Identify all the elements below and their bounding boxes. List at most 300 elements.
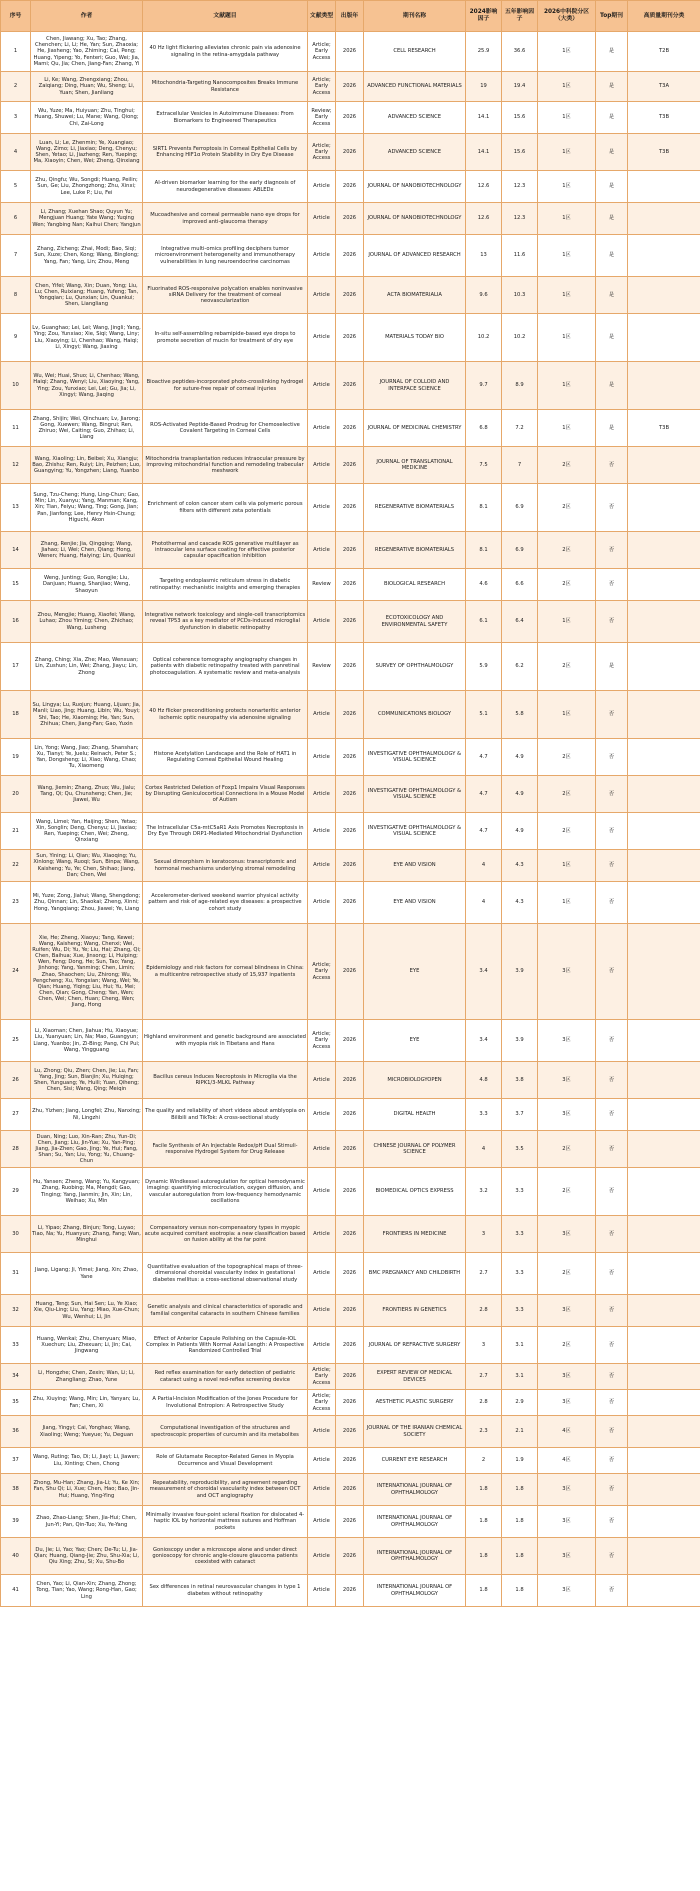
row-title: In-situ self-assembling rebamipide-based eye drops to promote secretion of mucin for treatment of dry eye: [143, 314, 308, 362]
row-authors: Huang, Wenkai; Zhu, Chenyuan; Miao, Xuechun; Liu, Zhexuan; Li, Jin; Cai, Jingwang: [31, 1327, 143, 1364]
row-journal: ADVANCED FUNCTIONAL MATERIALS: [364, 72, 466, 102]
row-impact-factor: 2.7: [466, 1253, 502, 1295]
row-doc-type: Review: [308, 569, 336, 601]
row-year: 2026: [336, 1062, 364, 1099]
header-row: [1, 1, 700, 32]
row-cas-zone: 2区: [538, 1168, 596, 1216]
row-top-journal: 是: [596, 203, 628, 235]
row-5yr-impact-factor: 2.9: [502, 1390, 538, 1416]
row-authors: Zhang, Zicheng; Zhai, Modi; Bao, Siqi; Sun, Xuze; Chen, Kong; Wang, Binglong; Yang, Fan; Yang, Lin; Zhou, Meng: [31, 235, 143, 277]
row-5yr-impact-factor: 3.3: [502, 1295, 538, 1327]
row-year: 2026: [336, 72, 364, 102]
row-title: 40 Hz flicker preconditioning protects nonarteritic anterior ischemic optic neuropathy via adenosine signaling: [143, 691, 308, 739]
row-impact-factor: 1.8: [466, 1538, 502, 1575]
row-cas-zone: 2区: [538, 1131, 596, 1168]
row-quality-class: [628, 643, 700, 691]
table-row: [1, 1575, 700, 1607]
row-top-journal: 是: [596, 643, 628, 691]
row-top-journal: 否: [596, 691, 628, 739]
row-index: 16: [1, 601, 31, 643]
row-top-journal: 是: [596, 32, 628, 72]
table-row: [1, 776, 700, 813]
row-5yr-impact-factor: 1.8: [502, 1575, 538, 1607]
row-5yr-impact-factor: 1.8: [502, 1506, 538, 1538]
row-quality-class: [628, 924, 700, 1020]
row-top-journal: 否: [596, 1474, 628, 1506]
row-title: Mitochondria transplantation reduces intraocular pressure by improving mitochondrial function and remodeling trabecular meshwork: [143, 447, 308, 484]
row-index: 17: [1, 643, 31, 691]
row-authors: Zhu, Yizhen; Jiang, Longfei; Zhu, Nanxing; Ni, Lingzhi: [31, 1099, 143, 1131]
table-row: [1, 277, 700, 314]
row-cas-zone: 2区: [538, 532, 596, 569]
row-impact-factor: 12.6: [466, 203, 502, 235]
row-cas-zone: 2区: [538, 1253, 596, 1295]
row-year: 2026: [336, 1575, 364, 1607]
row-top-journal: 否: [596, 1295, 628, 1327]
row-5yr-impact-factor: 4.3: [502, 850, 538, 882]
row-top-journal: 是: [596, 134, 628, 171]
row-doc-type: Article: [308, 1327, 336, 1364]
row-5yr-impact-factor: 3.5: [502, 1131, 538, 1168]
row-5yr-impact-factor: 3.1: [502, 1364, 538, 1390]
row-top-journal: 是: [596, 235, 628, 277]
row-quality-class: [628, 235, 700, 277]
row-cas-zone: 2区: [538, 1327, 596, 1364]
row-index: 1: [1, 32, 31, 72]
table-row: [1, 569, 700, 601]
row-journal: EYE AND VISION: [364, 850, 466, 882]
row-quality-class: [628, 1327, 700, 1364]
row-year: 2026: [336, 134, 364, 171]
header-5yr-impact-factor: 五年影响因子: [502, 1, 538, 32]
row-doc-type: Article: [308, 1131, 336, 1168]
row-year: 2026: [336, 203, 364, 235]
row-cas-zone: 2区: [538, 776, 596, 813]
row-top-journal: 是: [596, 102, 628, 134]
row-year: 2026: [336, 1474, 364, 1506]
row-top-journal: 否: [596, 882, 628, 924]
row-5yr-impact-factor: 1.9: [502, 1448, 538, 1474]
row-journal: BIOMEDICAL OPTICS EXPRESS: [364, 1168, 466, 1216]
row-5yr-impact-factor: 36.6: [502, 32, 538, 72]
row-title: Gonioscopy under a microscope alone and under direct gonioscopy for chronic angle-closure glaucoma patients coexisted with cataract: [143, 1538, 308, 1575]
row-journal: INTERNATIONAL JOURNAL OF OPHTHALMOLOGY: [364, 1506, 466, 1538]
row-5yr-impact-factor: 12.3: [502, 171, 538, 203]
row-year: 2026: [336, 235, 364, 277]
row-top-journal: 否: [596, 601, 628, 643]
row-quality-class: [628, 569, 700, 601]
row-authors: Zhang, Renjie; Jia, Qingqing; Wang, Jiahao; Li, Wei; Chen, Qiang; Hong, Wenen; Huang, Haiying; Lin, Quankui: [31, 532, 143, 569]
row-index: 28: [1, 1131, 31, 1168]
row-title: Minimally invasive four-point scleral fixation for dislocated 4-haptic IOL by horizontal mattress sutures and Hoffman pockets: [143, 1506, 308, 1538]
row-journal: BMC PREGNANCY AND CHILDBIRTH: [364, 1253, 466, 1295]
row-index: 15: [1, 569, 31, 601]
row-cas-zone: 1区: [538, 72, 596, 102]
row-quality-class: [628, 314, 700, 362]
table-row: [1, 691, 700, 739]
row-quality-class: [628, 484, 700, 532]
row-doc-type: Article: [308, 1506, 336, 1538]
row-title: Repeatability, reproducibility, and agreement regarding measurement of choroidal vascularity index between OCT and OCT angiography: [143, 1474, 308, 1506]
table-row: [1, 1474, 700, 1506]
row-doc-type: Article: [308, 484, 336, 532]
row-quality-class: [628, 532, 700, 569]
table-row: [1, 235, 700, 277]
table-row: [1, 1364, 700, 1390]
row-top-journal: 否: [596, 776, 628, 813]
row-index: 35: [1, 1390, 31, 1416]
row-journal: JOURNAL OF THE IRANIAN CHEMICAL SOCIETY: [364, 1416, 466, 1448]
row-5yr-impact-factor: 1.8: [502, 1538, 538, 1575]
row-authors: Su, Lingya; Lu, Ruojun; Huang, Lijuan; Jia, Manli; Liao, Jing; Huang, Libin; Wu, Youyi; Shi, Tao; He, Xiaoming; He, Yan; Sun, Zhihua; Chen, Jiang-Fan; Gao, Yuxin: [31, 691, 143, 739]
row-journal: MATERIALS TODAY BIO: [364, 314, 466, 362]
header-year: 出版年: [336, 1, 364, 32]
row-title: Fluorinated ROS-responsive polycation enables noninvasive siRNA Delivery for the treatment of corneal neovascularization: [143, 277, 308, 314]
row-impact-factor: 19: [466, 72, 502, 102]
row-impact-factor: 10.2: [466, 314, 502, 362]
row-journal: EXPERT REVIEW OF MEDICAL DEVICES: [364, 1364, 466, 1390]
row-year: 2026: [336, 776, 364, 813]
row-journal: JOURNAL OF REFRACTIVE SURGERY: [364, 1327, 466, 1364]
row-top-journal: 否: [596, 1575, 628, 1607]
row-cas-zone: 3区: [538, 1216, 596, 1253]
row-doc-type: Article: [308, 235, 336, 277]
row-journal: JOURNAL OF TRANSLATIONAL MEDICINE: [364, 447, 466, 484]
row-cas-zone: 1区: [538, 171, 596, 203]
row-quality-class: [628, 1216, 700, 1253]
table-row: [1, 924, 700, 1020]
row-impact-factor: 1.8: [466, 1575, 502, 1607]
row-5yr-impact-factor: 15.6: [502, 102, 538, 134]
row-index: 23: [1, 882, 31, 924]
row-top-journal: 否: [596, 924, 628, 1020]
row-year: 2026: [336, 362, 364, 410]
table-row: [1, 1131, 700, 1168]
row-impact-factor: 8.1: [466, 484, 502, 532]
row-year: 2026: [336, 102, 364, 134]
row-authors: Mi, Yuze; Zong, Jiahui; Wang, Shengdong; Zhu, Qinnan; Lin, Shaokai; Zheng, Xinni; Hong, Yangqiang; Zhou, Jiawei; Ye, Liang: [31, 882, 143, 924]
row-doc-type: Article; Early Access: [308, 924, 336, 1020]
row-5yr-impact-factor: 6.9: [502, 532, 538, 569]
row-journal: FRONTIERS IN MEDICINE: [364, 1216, 466, 1253]
row-impact-factor: 4.7: [466, 776, 502, 813]
row-impact-factor: 4.7: [466, 813, 502, 850]
row-impact-factor: 4: [466, 850, 502, 882]
row-doc-type: Article; Early Access: [308, 1364, 336, 1390]
row-journal: JOURNAL OF MEDICINAL CHEMISTRY: [364, 410, 466, 447]
row-year: 2026: [336, 532, 364, 569]
row-quality-class: [628, 813, 700, 850]
row-title: Highland environment and genetic background are associated with myopia risk in Tibetans and Hans: [143, 1020, 308, 1062]
row-authors: Sun, Yining; Li, Qian; Wu, Xiaoqing; Yu, Xinlong; Wang, Ruoqi; Sun, Binpa; Wang, Kaisheng; Yu, Ye; Chen, Shihao; Jiang, Dan; Chen, Wei: [31, 850, 143, 882]
row-title: 40 Hz light flickering alleviates chronic pain via adenosine signaling in the retina-amygdala pathway: [143, 32, 308, 72]
row-year: 2026: [336, 277, 364, 314]
row-impact-factor: 3: [466, 1216, 502, 1253]
row-index: 18: [1, 691, 31, 739]
row-doc-type: Article: [308, 850, 336, 882]
row-index: 29: [1, 1168, 31, 1216]
row-impact-factor: 2.8: [466, 1295, 502, 1327]
row-5yr-impact-factor: 11.6: [502, 235, 538, 277]
row-quality-class: [628, 850, 700, 882]
row-year: 2026: [336, 1216, 364, 1253]
row-impact-factor: 5.9: [466, 643, 502, 691]
row-cas-zone: 1区: [538, 362, 596, 410]
row-title: Extracellular Vesicles in Autoimmune Diseases: From Biomarkers to Engineered Therapeutics: [143, 102, 308, 134]
row-title: Quantitative evaluation of the topographical maps of three-dimensional choroidal vascularity index in gestational diabetes mellitus: a cross-sectional observational study: [143, 1253, 308, 1295]
row-impact-factor: 2.3: [466, 1416, 502, 1448]
row-cas-zone: 1区: [538, 277, 596, 314]
row-cas-zone: 3区: [538, 1474, 596, 1506]
row-cas-zone: 3区: [538, 1538, 596, 1575]
row-cas-zone: 3区: [538, 1062, 596, 1099]
row-doc-type: Article; Early Access: [308, 32, 336, 72]
row-cas-zone: 3区: [538, 1390, 596, 1416]
row-authors: Zhang, Ching; Xia, Zhe; Mao, Wenxuan; Lin, Zushun; Lin, Wei; Zhang, Jiayu; Lin, Zhong: [31, 643, 143, 691]
row-cas-zone: 3区: [538, 1506, 596, 1538]
row-year: 2026: [336, 1327, 364, 1364]
row-authors: Lin, Yong; Wang, Jiao; Zhang, Shanshan; Xu, Tianyi; Ye, Juelu; Reinach, Peter S.; Yan, Dongsheng; Li, Xiao; Wang, Chao; Tu, Xiaomeng: [31, 739, 143, 776]
row-year: 2026: [336, 569, 364, 601]
row-impact-factor: 6.8: [466, 410, 502, 447]
table-row: [1, 1416, 700, 1448]
row-authors: Lu, Zhong; Qiu, Zhen; Chen, Jie; Lu, Fan; Yang, Jing; Sun, Bianjin; Xu, Huiqing; Shen, Yunguang; Ye, Huili; Yuan, Qiheng; Chen, Sisi; Wang, Qing; Meiqin: [31, 1062, 143, 1099]
row-authors: Chen, Yifei; Wang, Xin; Duan, Yong; Liu, Lu; Chen, Ruixiang; Huang, Yufeng; Tan, Yongqian; Lu, Qunxian; Lin, Quankui; Shen, Liangliang: [31, 277, 143, 314]
row-journal: CURRENT EYE RESEARCH: [364, 1448, 466, 1474]
row-journal: JOURNAL OF COLLOID AND INTERFACE SCIENCE: [364, 362, 466, 410]
row-impact-factor: 4: [466, 882, 502, 924]
row-cas-zone: 4区: [538, 1448, 596, 1474]
row-authors: Wu, Wei; Huai, Shuo; Li, Chenhao; Wang, Haiqi; Zhang, Wenyi; Liu, Xiaoying; Yang, Ying; Zou, Yunxiao; Lei, Lei; Gu, Jia; Li, Xingyi; Wang, Jiaqing: [31, 362, 143, 410]
row-title: Mucoadhesive and corneal permeable nano eye drops for improved anti-glaucoma therapy: [143, 203, 308, 235]
row-5yr-impact-factor: 3.7: [502, 1099, 538, 1131]
row-cas-zone: 1区: [538, 102, 596, 134]
row-quality-class: [628, 601, 700, 643]
row-title: SIRT1 Prevents Ferroptosis in Corneal Epithelial Cells by Enhancing HIF1α Protein Stability in Dry Eye Disease: [143, 134, 308, 171]
table-row: [1, 102, 700, 134]
row-5yr-impact-factor: 4.9: [502, 813, 538, 850]
row-index: 11: [1, 410, 31, 447]
row-5yr-impact-factor: 4.9: [502, 739, 538, 776]
row-cas-zone: 1区: [538, 410, 596, 447]
row-doc-type: Review: [308, 643, 336, 691]
row-5yr-impact-factor: 3.3: [502, 1168, 538, 1216]
row-5yr-impact-factor: 5.8: [502, 691, 538, 739]
row-journal: INTERNATIONAL JOURNAL OF OPHTHALMOLOGY: [364, 1474, 466, 1506]
row-title: Bacillus cereus Induces Necroptosis in Microglia via the RIPK1/3-MLKL Pathway: [143, 1062, 308, 1099]
row-cas-zone: 3区: [538, 1295, 596, 1327]
row-doc-type: Article: [308, 277, 336, 314]
row-doc-type: Article: [308, 1253, 336, 1295]
row-impact-factor: 4: [466, 1131, 502, 1168]
row-doc-type: Article: [308, 1416, 336, 1448]
row-quality-class: T3A: [628, 72, 700, 102]
row-year: 2026: [336, 924, 364, 1020]
row-top-journal: 否: [596, 1216, 628, 1253]
row-authors: Li, Hongzhe; Chen, Zexin; Wan, Li; Li, Zhangliang; Zhao, Yune: [31, 1364, 143, 1390]
row-title: Integrative network toxicology and single-cell transcriptomics reveal TP53 as a key mediator of PCDs-induced microglial dysfunction in diabetic retinopathy: [143, 601, 308, 643]
row-journal: INTERNATIONAL JOURNAL OF OPHTHALMOLOGY: [364, 1538, 466, 1575]
row-cas-zone: 3区: [538, 1099, 596, 1131]
row-5yr-impact-factor: 3.8: [502, 1062, 538, 1099]
row-authors: Jiang, Ligang; Ji, Yimei; Jiang, Xin; Zhao, Yane: [31, 1253, 143, 1295]
row-doc-type: Article: [308, 601, 336, 643]
row-journal: INTERNATIONAL JOURNAL OF OPHTHALMOLOGY: [364, 1575, 466, 1607]
row-quality-class: [628, 739, 700, 776]
row-quality-class: [628, 776, 700, 813]
row-cas-zone: 1区: [538, 850, 596, 882]
row-year: 2026: [336, 882, 364, 924]
row-index: 22: [1, 850, 31, 882]
row-index: 34: [1, 1364, 31, 1390]
row-title: ROS-Activated Peptide-Based Prodrug for Chemoselective Covalent Targeting in Corneal Cells: [143, 410, 308, 447]
table-row: [1, 1253, 700, 1295]
row-index: 14: [1, 532, 31, 569]
row-year: 2026: [336, 1168, 364, 1216]
row-journal: INVESTIGATIVE OPHTHALMOLOGY & VISUAL SCIENCE: [364, 776, 466, 813]
row-title: Computational investigation of the structures and spectroscopic properties of curcumin and its metabolites: [143, 1416, 308, 1448]
row-cas-zone: 4区: [538, 1416, 596, 1448]
row-5yr-impact-factor: 2.1: [502, 1416, 538, 1448]
row-doc-type: Article: [308, 1216, 336, 1253]
row-impact-factor: 12.6: [466, 171, 502, 203]
row-quality-class: [628, 1131, 700, 1168]
row-5yr-impact-factor: 8.9: [502, 362, 538, 410]
row-top-journal: 否: [596, 739, 628, 776]
row-year: 2026: [336, 1131, 364, 1168]
row-doc-type: Article; Early Access: [308, 1390, 336, 1416]
table-row: [1, 601, 700, 643]
row-top-journal: 否: [596, 484, 628, 532]
table-row: [1, 882, 700, 924]
row-top-journal: 是: [596, 314, 628, 362]
row-index: 6: [1, 203, 31, 235]
row-authors: Zhu, Xiuying; Wang, Min; Lin, Yanyan; Lu, Fan; Chen, Xi: [31, 1390, 143, 1416]
row-doc-type: Article: [308, 776, 336, 813]
row-title: Bioactive peptides-incorporated photo-crosslinking hydrogel for suture-free repair of corneal injuries: [143, 362, 308, 410]
row-quality-class: [628, 1448, 700, 1474]
row-year: 2026: [336, 1390, 364, 1416]
row-cas-zone: 3区: [538, 924, 596, 1020]
row-authors: Chen, Yao; Li, Qian-Xin; Zhang, Zhong; Tong, Tian; Yao, Wang; Rong-Han, Gao; Ling: [31, 1575, 143, 1607]
row-top-journal: 否: [596, 1062, 628, 1099]
row-journal: INVESTIGATIVE OPHTHALMOLOGY & VISUAL SCIENCE: [364, 739, 466, 776]
table-row: [1, 1216, 700, 1253]
row-5yr-impact-factor: 3.3: [502, 1216, 538, 1253]
row-impact-factor: 2.7: [466, 1364, 502, 1390]
table-row: [1, 72, 700, 102]
row-authors: Zhou, Mengjie; Huang, Xiaofei; Wang, Luhao; Zhou Yiming; Chen, Zhichao; Wang, Lusheng: [31, 601, 143, 643]
row-authors: Sung, Tzu-Cheng; Hung, Ling-Chun; Gao, Min; Lin, Xuanyu; Yang, Manman; Kang, Xin; Tian, Feiyu; Wang, Ting; Gong, Jian; Pan, Jianfong; Lee, Henry Hsin-Chung; Higuchi, Akon: [31, 484, 143, 532]
row-cas-zone: 3区: [538, 1364, 596, 1390]
row-doc-type: Article: [308, 813, 336, 850]
header-journal: 期刊名称: [364, 1, 466, 32]
row-year: 2026: [336, 410, 364, 447]
row-quality-class: [628, 1538, 700, 1575]
table-row: [1, 1390, 700, 1416]
row-impact-factor: 3.4: [466, 1020, 502, 1062]
row-5yr-impact-factor: 4.3: [502, 882, 538, 924]
row-year: 2026: [336, 314, 364, 362]
row-index: 12: [1, 447, 31, 484]
row-title: Optical coherence tomography angiography changes in patients with diabetic retinopathy treated with panretinal photocoagulation. A systematic review and meta-analysis: [143, 643, 308, 691]
row-cas-zone: 1区: [538, 882, 596, 924]
row-cas-zone: 1区: [538, 601, 596, 643]
row-cas-zone: 3区: [538, 1020, 596, 1062]
row-cas-zone: 1区: [538, 235, 596, 277]
row-authors: Luan, Li; Le, Zhenmin; Ye, Xuangiao; Wang, Zimo; Li, Jiaxiao; Deng, Chenyu; Shen, Yetao; Li, Jiazheng; Ren, Yueping; Ma, Xiaoyin; Chen, Wei; Zheng, Qinxiang: [31, 134, 143, 171]
row-year: 2026: [336, 1253, 364, 1295]
row-top-journal: 是: [596, 171, 628, 203]
header-top-journal: Top期刊: [596, 1, 628, 32]
header-index: 序号: [1, 1, 31, 32]
row-authors: Li, Zhang; Xuehan Shao; Quyun Yu; Mengjuan Huang; Yate Wang; Yuqing Wen; Yangbing Nan; Kaihui Chen; Yangjun: [31, 203, 143, 235]
row-journal: JOURNAL OF ADVANCED RESEARCH: [364, 235, 466, 277]
row-title: Role of Glutamate Receptor-Related Genes in Myopia Occurrence and Visual Development: [143, 1448, 308, 1474]
row-doc-type: Article: [308, 532, 336, 569]
row-impact-factor: 4.8: [466, 1062, 502, 1099]
row-quality-class: [628, 171, 700, 203]
row-quality-class: [628, 1062, 700, 1099]
row-quality-class: [628, 447, 700, 484]
row-doc-type: Article: [308, 1538, 336, 1575]
row-title: Epidemiology and risk factors for corneal blindness in China: a multicentre retrospective study of 15,937 inpatients: [143, 924, 308, 1020]
row-year: 2026: [336, 1448, 364, 1474]
row-year: 2026: [336, 850, 364, 882]
row-year: 2026: [336, 643, 364, 691]
row-quality-class: [628, 362, 700, 410]
header-cas-zone: 2026中科院分区（大类）: [538, 1, 596, 32]
row-quality-class: T3B: [628, 102, 700, 134]
row-title: Red reflex examination for early detection of pediatric cataract using a novel red-reflex screening device: [143, 1364, 308, 1390]
table-row: [1, 1327, 700, 1364]
row-year: 2026: [336, 32, 364, 72]
row-quality-class: T2B: [628, 32, 700, 72]
row-index: 2: [1, 72, 31, 102]
row-journal: JOURNAL OF NANOBIOTECHNOLOGY: [364, 171, 466, 203]
row-authors: Li, Ke; Wang, Zhengxiang; Zhou, Zaiqiang; Ding, Huan; Wu, Sheng; Li, Yuan; Shen, Jianliang: [31, 72, 143, 102]
row-top-journal: 否: [596, 1538, 628, 1575]
row-index: 39: [1, 1506, 31, 1538]
row-index: 25: [1, 1020, 31, 1062]
row-top-journal: 否: [596, 1364, 628, 1390]
row-journal: SURVEY OF OPHTHALMOLOGY: [364, 643, 466, 691]
row-index: 32: [1, 1295, 31, 1327]
row-quality-class: [628, 1295, 700, 1327]
row-top-journal: 否: [596, 1020, 628, 1062]
row-authors: Wang, Limei; Yan, Haijing; Shen, Yetao; Xin, Songlin; Deng, Chenyu; Li, Jiaxiao; Ren, Yueping; Chen, Wei; Zheng, Qinxiang: [31, 813, 143, 850]
row-authors: Jiang, Yingyi; Cai, Yonghao; Wang, Xiaoling; Weng; Yueyue; Yu, Deguan: [31, 1416, 143, 1448]
row-impact-factor: 3: [466, 1327, 502, 1364]
row-5yr-impact-factor: 7.2: [502, 410, 538, 447]
row-index: 10: [1, 362, 31, 410]
row-top-journal: 否: [596, 1131, 628, 1168]
row-index: 5: [1, 171, 31, 203]
row-5yr-impact-factor: 6.6: [502, 569, 538, 601]
row-quality-class: [628, 1168, 700, 1216]
row-title: Targeting endoplasmic reticulum stress in diabetic retinopathy: mechanistic insights and emerging therapies: [143, 569, 308, 601]
row-index: 33: [1, 1327, 31, 1364]
row-year: 2026: [336, 1506, 364, 1538]
row-title: Mitochondria-Targeting Nanocomposites Breaks Immune Resistance: [143, 72, 308, 102]
row-cas-zone: 2区: [538, 484, 596, 532]
row-top-journal: 否: [596, 1506, 628, 1538]
row-cas-zone: 1区: [538, 203, 596, 235]
row-year: 2026: [336, 447, 364, 484]
table-row: [1, 850, 700, 882]
row-title: Facile Synthesis of An Injectable Redox/pH Dual Stimuli-responsive Hydrogel System for Drug Release: [143, 1131, 308, 1168]
row-journal: ACTA BIOMATERIALIA: [364, 277, 466, 314]
